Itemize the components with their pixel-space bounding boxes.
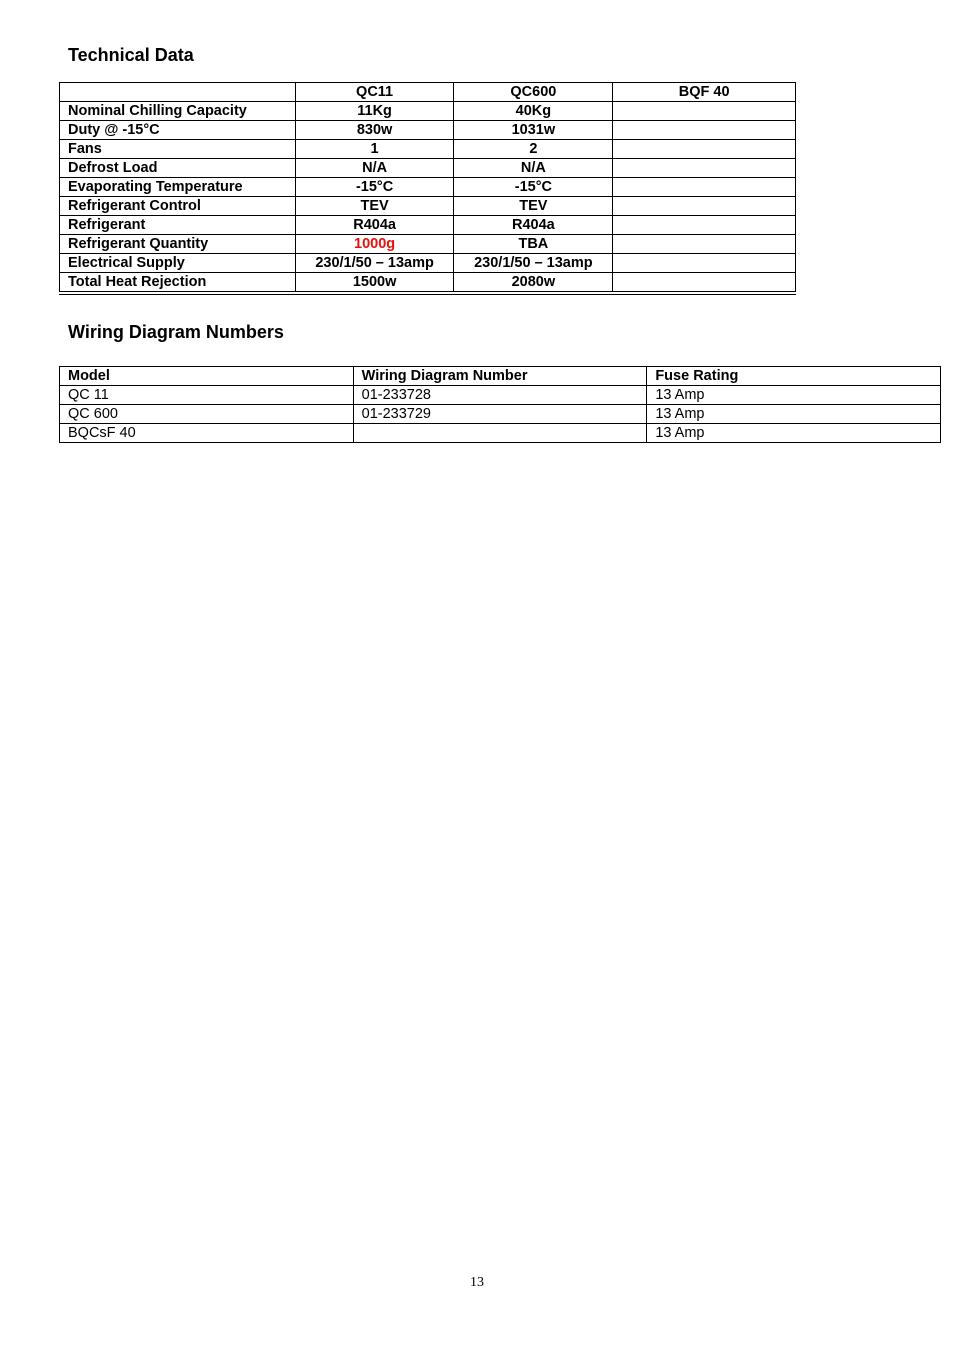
row-label: Duty @ -15°C (60, 121, 296, 140)
table-cell: TBA (454, 235, 613, 254)
table-cell: 1 (295, 140, 454, 159)
table-cell: 1500w (295, 273, 454, 294)
table-cell (613, 197, 796, 216)
table-row (60, 386, 941, 405)
table-cell: 13 Amp (647, 386, 941, 405)
technical-data-heading: Technical Data (68, 45, 194, 65)
table-cell (613, 216, 796, 235)
table-row (60, 102, 796, 121)
wiring-diagram-heading: Wiring Diagram Numbers (68, 322, 284, 342)
row-label: Electrical Supply (60, 254, 296, 273)
row-label: Defrost Load (60, 159, 296, 178)
header-cell: BQF 40 (613, 83, 796, 102)
table-cell (613, 159, 796, 178)
row-label: Refrigerant Quantity (60, 235, 296, 254)
table-cell: 2 (454, 140, 613, 159)
table-cell: -15°C (454, 178, 613, 197)
table-row (60, 424, 941, 443)
header-cell: QC600 (454, 83, 613, 102)
table-row (60, 140, 796, 159)
table-cell: N/A (454, 159, 613, 178)
table-cell (613, 102, 796, 121)
table-cell: TEV (295, 197, 454, 216)
table-cell: 13 Amp (647, 405, 941, 424)
table-cell: 40Kg (454, 102, 613, 121)
table-row (60, 405, 941, 424)
table-cell: 830w (295, 121, 454, 140)
table-cell (613, 254, 796, 273)
table-cell: 01-233728 (353, 386, 647, 405)
row-label: Refrigerant (60, 216, 296, 235)
row-label: Nominal Chilling Capacity (60, 102, 296, 121)
wiring-diagram-table (59, 366, 941, 443)
table-cell: QC 11 (60, 386, 354, 405)
row-label: Fans (60, 140, 296, 159)
table-cell (613, 121, 796, 140)
page-number: 13 (470, 1275, 484, 1290)
table-row (60, 273, 796, 294)
table-cell (613, 235, 796, 254)
table-cell: QC 600 (60, 405, 354, 424)
row-label: Refrigerant Control (60, 197, 296, 216)
table-cell: R404a (295, 216, 454, 235)
highlighted-cell: 1000g (295, 235, 454, 254)
table-cell: TEV (454, 197, 613, 216)
header-cell (60, 83, 296, 102)
table-row (60, 121, 796, 140)
table-cell (613, 178, 796, 197)
table-row (60, 216, 796, 235)
table-header-row (60, 83, 796, 102)
table-cell: 230/1/50 – 13amp (454, 254, 613, 273)
table-header-row (60, 367, 941, 386)
header-cell: Model (60, 367, 354, 386)
table-cell: -15°C (295, 178, 454, 197)
table-cell: BQCsF 40 (60, 424, 354, 443)
header-cell: Wiring Diagram Number (353, 367, 647, 386)
table-row (60, 159, 796, 178)
table-row (60, 235, 796, 254)
table-cell: 11Kg (295, 102, 454, 121)
table-row (60, 178, 796, 197)
table-cell: 13 Amp (647, 424, 941, 443)
table-cell (613, 273, 796, 294)
table-cell: R404a (454, 216, 613, 235)
table-cell: 1031w (454, 121, 613, 140)
table-row (60, 197, 796, 216)
table-cell: 2080w (454, 273, 613, 294)
header-cell: QC11 (295, 83, 454, 102)
table-cell (613, 140, 796, 159)
header-cell: Fuse Rating (647, 367, 941, 386)
table-cell: 01-233729 (353, 405, 647, 424)
technical-data-table (59, 82, 796, 295)
row-label: Evaporating Temperature (60, 178, 296, 197)
table-cell: 230/1/50 – 13amp (295, 254, 454, 273)
table-cell: N/A (295, 159, 454, 178)
row-label: Total Heat Rejection (60, 273, 296, 294)
table-row (60, 254, 796, 273)
table-cell (353, 424, 647, 443)
